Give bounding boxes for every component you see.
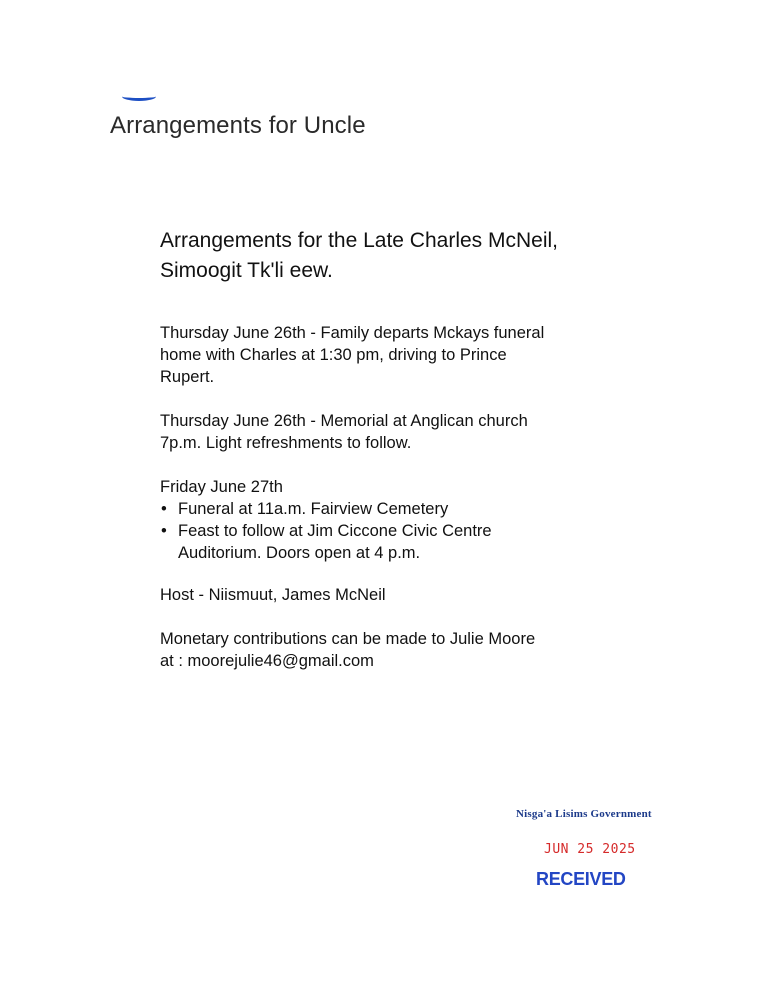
stamp-organization: Nisga'a Lisims Government bbox=[516, 808, 652, 820]
list-item-line: Funeral at 11a.m. Fairview Cemetery bbox=[178, 500, 449, 518]
contribution-paragraph bbox=[160, 628, 630, 672]
stamp-status: RECEIVED bbox=[536, 869, 626, 889]
decorative-arc bbox=[122, 92, 156, 101]
stamp-date: JUN 25 2025 bbox=[544, 842, 636, 857]
bullet-marker: • bbox=[161, 500, 167, 518]
arrangements-heading bbox=[160, 226, 630, 286]
paragraph-line: 7p.m. Light refreshments to follow. bbox=[160, 434, 412, 452]
paragraph-line: home with Charles at 1:30 pm, driving to Prince bbox=[160, 346, 507, 364]
document-title: Arrangements for Uncle bbox=[110, 112, 366, 139]
list-item-line: Feast to follow at Jim Ciccone Civic Centre bbox=[178, 522, 492, 540]
document-body bbox=[160, 226, 630, 694]
received-stamp bbox=[516, 808, 666, 890]
paragraph-line: Rupert. bbox=[160, 368, 215, 386]
host-line: Host - Niismuut, James McNeil bbox=[160, 586, 386, 604]
list-item bbox=[160, 498, 630, 520]
friday-list bbox=[160, 498, 630, 564]
paragraph-line: at : moorejulie46@gmail.com bbox=[160, 652, 374, 670]
friday-label: Friday June 27th bbox=[160, 478, 283, 496]
paragraph-line: Monetary contributions can be made to Julie Moore bbox=[160, 630, 536, 648]
heading-line: Simoogit Tk'li eew. bbox=[160, 259, 333, 282]
list-item-text bbox=[178, 520, 630, 564]
heading-line: Arrangements for the Late Charles McNeil, bbox=[160, 229, 559, 252]
paragraph-line: Thursday June 26th - Family departs Mckays funeral bbox=[160, 324, 545, 342]
bullet-marker: • bbox=[161, 522, 167, 540]
list-item bbox=[160, 520, 630, 564]
paragraph-line: Thursday June 26th - Memorial at Anglican church bbox=[160, 412, 528, 430]
friday-section bbox=[160, 476, 630, 564]
memorial-paragraph bbox=[160, 410, 630, 454]
departure-paragraph bbox=[160, 322, 630, 388]
list-item-text bbox=[178, 498, 630, 520]
list-item-line: Auditorium. Doors open at 4 p.m. bbox=[178, 544, 421, 562]
